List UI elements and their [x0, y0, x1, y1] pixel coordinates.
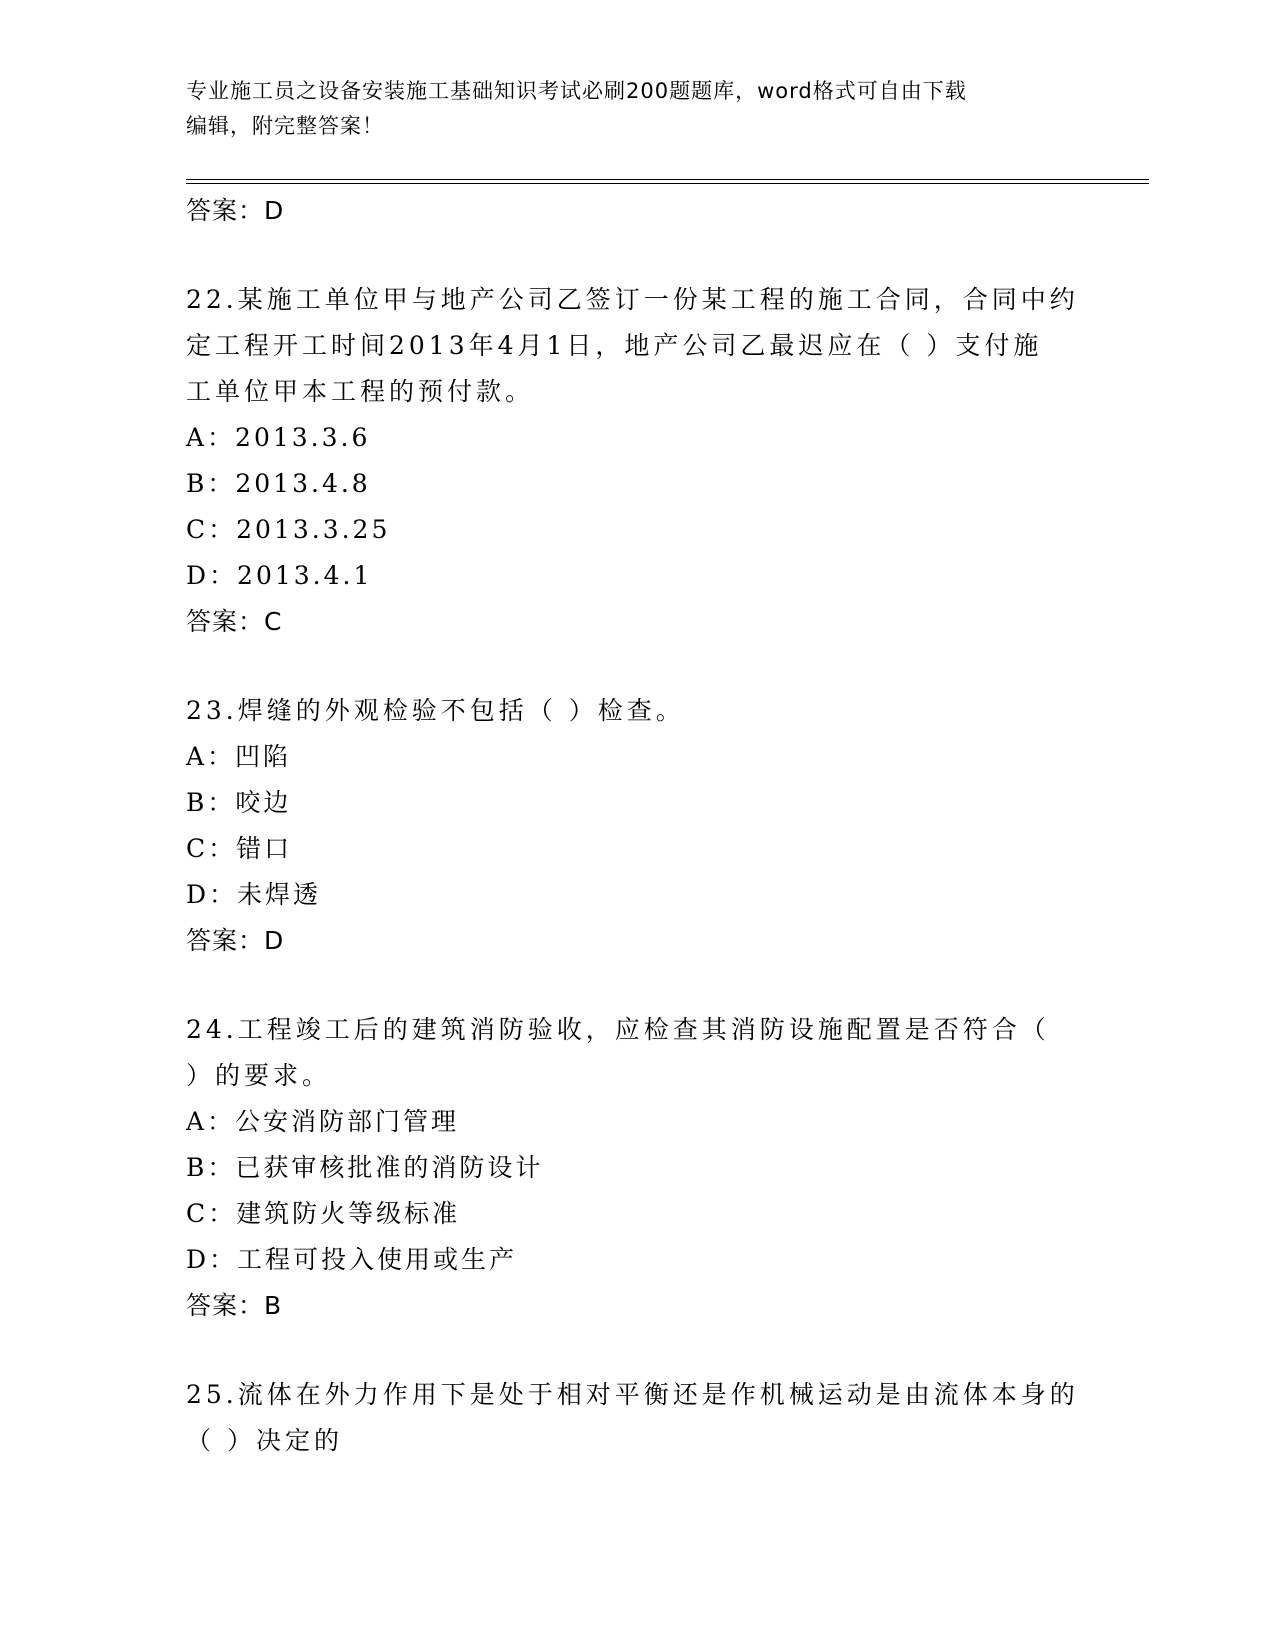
option-c: C：2013.3.25	[186, 515, 391, 544]
question-text-line: 24.工程竣工后的建筑消防验收，应检查其消防设施配置是否符合（	[186, 1015, 1050, 1044]
question-25	[186, 1372, 1086, 1464]
answer: 答案：D	[186, 926, 285, 955]
document-header	[186, 74, 1086, 144]
option-a: A：公安消防部门管理	[186, 1107, 460, 1136]
question-text-line: 工单位甲本工程的预付款。	[186, 377, 535, 406]
answer: 答案：C	[186, 607, 283, 636]
option-a: A：凹陷	[186, 742, 292, 771]
option-a: A：2013.3.6	[186, 423, 371, 452]
question-23	[186, 688, 1086, 964]
option-c: C：建筑防火等级标准	[186, 1199, 461, 1228]
option-d: D：工程可投入使用或生产	[186, 1245, 518, 1274]
answer: 答案：B	[186, 1291, 283, 1320]
question-24	[186, 1007, 1086, 1329]
question-text-line: 25.流体在外力作用下是处于相对平衡还是作机械运动是由流体本身的	[186, 1380, 1079, 1409]
question-22	[186, 277, 1086, 645]
option-b: B：咬边	[186, 788, 292, 817]
option-d: D：未焊透	[186, 880, 322, 909]
option-d: D：2013.4.1	[186, 561, 373, 590]
page-content	[186, 188, 1086, 1464]
option-b: B：2013.4.8	[186, 469, 371, 498]
question-text-line: ）的要求。	[186, 1061, 332, 1090]
question-text-line: 23.焊缝的外观检验不包括（ ）检查。	[186, 696, 685, 725]
previous-answer: 答案：D	[186, 196, 285, 225]
option-c: C：错口	[186, 834, 293, 863]
header-divider-bottom	[186, 183, 1149, 184]
option-b: B：已获审核批准的消防设计	[186, 1153, 544, 1182]
header-line-1: 专业施工员之设备安装施工基础知识考试必刷200题题库，word格式可自由下载	[186, 79, 967, 103]
question-text-line: 22.某施工单位甲与地产公司乙签订一份某工程的施工合同，合同中约	[186, 285, 1079, 314]
question-text-line: （ ）决定的	[186, 1426, 343, 1455]
question-text-line: 定工程开工时间2013年4月1日，地产公司乙最迟应在（ ）支付施	[186, 331, 1043, 360]
header-divider-top	[186, 179, 1149, 180]
header-line-2: 编辑，附完整答案！	[186, 114, 384, 138]
